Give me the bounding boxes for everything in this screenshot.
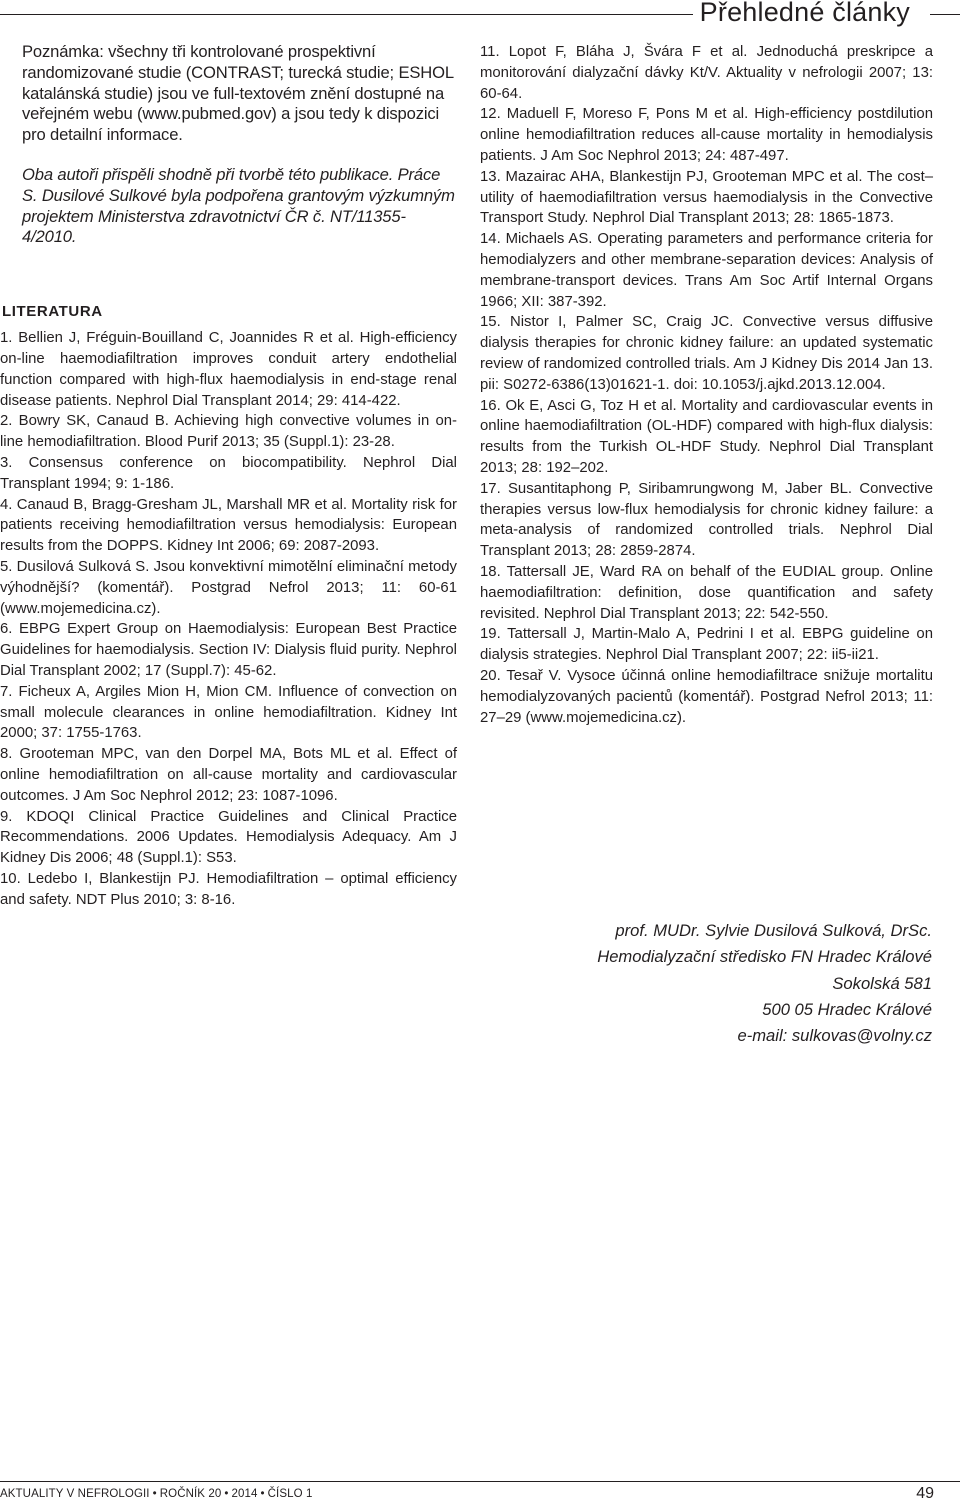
reference-item: 17. Susantitaphong P, Siribamrungwong M, Jaber BL. Convective therapies versus low-flux hemodialysis for chronic kidney failure: a meta-analysis of randomized controlled trials. Nephrol Dial Transplant 2013; 28: 2859-2874. [480,480,933,560]
footer-rule [0,1481,960,1482]
reference-item: 18. Tattersall JE, Ward RA on behalf of the EUDIAL group. Online haemodiafiltration: definition, dose quantification and safety revisited. Nephrol Dial Transplant 2013; 22: 542-550. [480,563,933,622]
reference-item: 8. Grooteman MPC, van den Dorpel MA, Bots ML et al. Effect of online hemodiafiltration on all-cause mortality and cardiovascular outcomes. J Am Soc Nephrol 2012; 23: 1087-1096. [0,746,457,804]
section-title: Přehledné články [699,0,910,27]
author-email: e-mail: sulkovas@volny.cz [737,1026,932,1046]
author-name: prof. MUDr. Sylvie Dusilová Sulková, DrSc. [615,921,932,940]
reference-item: 3. Consensus conference on biocompatibility. Nephrol Dial Transplant 1994; 9: 1-186. [0,454,457,492]
reference-item: 11. Lopot F, Bláha J, Švára F et al. Jednoduchá preskripce a monitorování dialyzační dávky Kt/V. Aktuality v nefrologii 2007; 13: 60-64. [480,44,933,102]
reference-item: 1. Bellien J, Fréguin-Bouilland C, Joannides R et al. High-efficiency on-line haemodiafiltration improves conduit artery endothelial function compared with high-flux haemodialysis in end-stage renal disease patients. Nephrol Dial Transplant 2014; 29: 414-422. [0,330,457,409]
reference-item: 13. Mazairac AHA, Blankestijn PJ, Grooteman MPC et al. The cost–utility of haemodiafiltration versus haemodialysis in the Convective Transport Study. Nephrol Dial Transplant 2013; 28: 1865-1873. [480,168,933,227]
bullet-separator: • [260,1488,265,1500]
reference-item: 14. Michaels AS. Operating parameters and performance criteria for hemodialyzers and other membrane-separation devices: Analysis of membrane-transport devices. Trans Am Soc Artif Internal Organs 1966; XII: 387-392. [480,231,933,310]
footer-volume: ROČNÍK 20 [159,1488,222,1500]
author-street: Sokolská 581 [832,973,932,993]
reference-item: 6. EBPG Expert Group on Haemodialysis: European Best Practice Guidelines for haemodialysis. Section IV: Dialysis fluid purity. Nephrol Dial Transplant 2002; 17 (Suppl.7): 45-62. [0,621,457,679]
author-signature [597,918,932,1049]
footer-journal: AKTUALITY V NEFROLOGII [0,1488,150,1500]
page-number: 49 [916,1485,934,1502]
reference-item: 15. Nistor I, Palmer SC, Craig JC. Convective versus diffusive dialysis therapies for chronic kidney failure: an updated systematic review of randomized controlled trials. Am J Kidney Dis 2014 Jan 13. pii: S0272-6386(13)01621-1. doi: 10.1053/j.ajkd.2013.12.004. [480,314,933,393]
reference-item: 19. Tattersall J, Martin-Malo A, Pedrini I et al. EBPG guideline on dialysis strategies. Nephrol Dial Transplant 2007; 22: ii5-ii21. [480,626,933,664]
header-rule [0,14,693,15]
reference-item: 16. Ok E, Asci G, Toz H et al. Mortality and cardiovascular events in online haemodiafiltration (OL-HDF) compared with high-flux dialysis: results from the Turkish OL-HDF Study. Nephrol Dial Transplant 2013; 28: 192–202. [480,397,933,476]
note-paragraph: Poznámka: všechny tři kontrolované prospektivní randomizované studie (CONTRAST; turecká studie; ESHOL katalánská studie) jsou ve full-textovém znění dostupné na veřejném webu (www.pubmed.gov) a jsou tedy k dispozici pro detailní informace. [22,42,454,145]
left-column [0,42,457,910]
reference-item: 20. Tesař V. Vysoce účinná online hemodiafiltrace snižuje mortalitu hemodialyzovaných pacientů (komentář). Postgrad Nefrol 2013; 11: 27–29 (www.mojemedicina.cz). [480,667,933,726]
footer-year: 2014 [231,1488,258,1500]
reference-item: 9. KDOQI Clinical Practice Guidelines and Clinical Practice Recommendations. 2006 Updates. Hemodialysis Adequacy. Am J Kidney Dis 2006; 48 (Suppl.1): S53. [0,808,457,867]
author-institution: Hemodialyzační středisko FN Hradec Králové [597,947,932,967]
literature-heading: LITERATURA [2,303,103,321]
right-column [480,42,933,728]
author-city: 500 05 Hradec Králové [762,999,932,1019]
reference-item: 7. Ficheux A, Argiles Mion H, Mion CM. Influence of convection on small molecule clearances in online hemodiafiltration. Kidney Int 2000; 37: 1755-1763. [0,683,457,742]
reference-item: 2. Bowry SK, Canaud B. Achieving high convective volumes in on-line hemodiafiltration. Blood Purif 2013; 35 (Suppl.1): 23-28. [0,413,457,451]
reference-item: 12. Maduell F, Moreso F, Pons M et al. High-efficiency postdilution online hemodiafiltration reduces all-cause mortality in hemodialysis patients. J Am Soc Nephrol 2013; 24: 487-497. [480,106,933,164]
reference-list-right [480,42,933,728]
header-rule-right [930,14,960,15]
footer-issue: ČÍSLO 1 [267,1488,313,1500]
reference-item: 4. Canaud B, Bragg-Gresham JL, Marshall MR et al. Mortality risk for patients receiving hemodiafiltration versus hemodialysis: European results from the DOPPS. Kidney Int 2006; 69: 2087-2093. [0,496,457,555]
reference-item: 5. Dusilová Sulková S. Jsou konvektivní mimotělní eliminační metody výhodnější? (komentář). Postgrad Nefrol 2013; 11: 60-61 (www.mojemedicina.cz). [0,558,457,617]
reference-item: 10. Ledebo I, Blankestijn PJ. Hemodiafiltration – optimal efficiency and safety. NDT Plus 2010; 3: 8-16. [0,870,457,908]
reference-list-left [0,328,457,910]
footer-journal-info [0,1488,312,1500]
bullet-separator: • [152,1488,157,1500]
credits-paragraph: Oba autoři přispěli shodně při tvorbě této publikace. Práce S. Dusilové Sulkové byla podpořena grantovým výzkumným projektem Ministerstva zdravotnictví ČR č. NT/11355-4/2010. [22,164,455,247]
bullet-separator: • [224,1488,229,1500]
